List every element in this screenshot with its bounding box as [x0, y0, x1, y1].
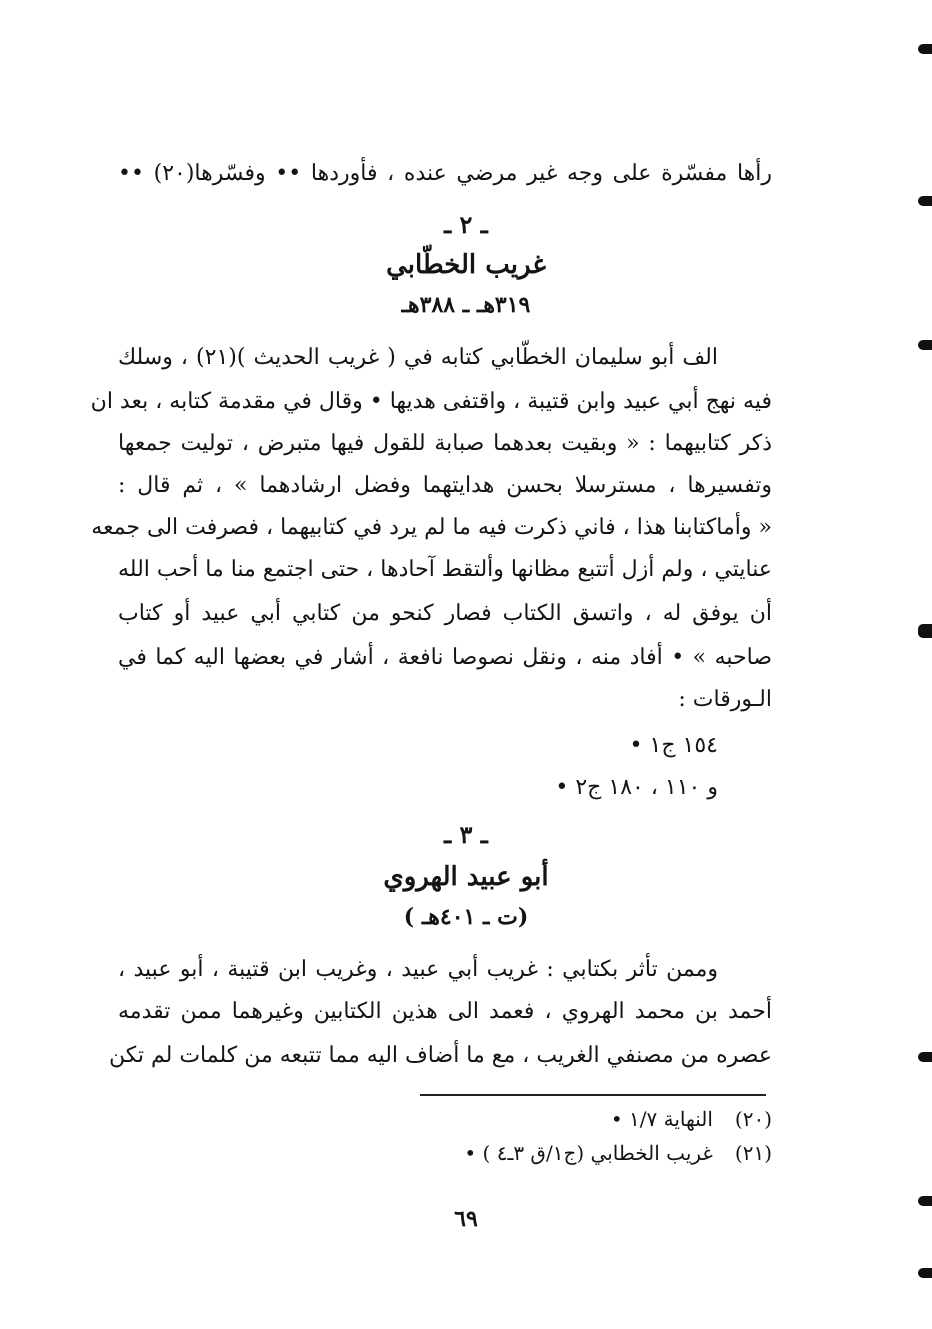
footnote-number: (٢٠) — [734, 1107, 772, 1131]
section-dates: (ت ـ ٤٠١هـ ) — [403, 904, 529, 930]
footnote-text: غريب الخطابي (ج١/ق ٣ـ٤ ) • — [464, 1141, 713, 1165]
reference-line: ١٥٤ ج١ • — [629, 733, 718, 758]
section-title: غريب الخطّابي — [386, 250, 546, 280]
body-line: وممن تأثر بكتابي : غريب أبي عبيد ، وغريب ابن قتيبة ، أبو عبيد ، — [118, 957, 718, 982]
footnote-text: النهاية ١/٧ • — [610, 1107, 713, 1131]
body-line: الـورقات : — [678, 687, 772, 712]
body-line: صاحبه » • أفاد منه ، ونقل نصوصا نافعة ، أشار في بعضها اليه كما في — [118, 645, 772, 670]
section-number: ـ ٣ ـ — [444, 820, 488, 849]
body-line: عصره من مصنفي الغريب ، مع ما أضاف اليه مما تتبعه من كلمات لم تكن — [109, 1043, 772, 1068]
scan-mark — [918, 340, 932, 350]
reference-line: و ١١٠ ، ١٨٠ ج٢ • — [555, 775, 718, 800]
body-line: أن يوفق له ، واتسق الكتاب فصار كنحو من كتابي أبي عبيد أو كتاب — [118, 601, 772, 626]
scan-mark — [918, 624, 932, 638]
scan-mark — [918, 44, 932, 54]
section-title: أبو عبيد الهروي — [383, 862, 549, 892]
body-line: فيه نهج أبي عبيد وابن قتيبة ، واقتفى هديها • وقال في مقدمة كتابه ، بعد ان — [90, 389, 772, 414]
footnote-divider — [420, 1094, 766, 1096]
scan-mark — [918, 1052, 932, 1062]
body-line: « وأماكتابنا هذا ، فاني ذكرت فيه ما لم يرد في كتابيهما ، فصرفت الى جمعه — [91, 515, 772, 540]
body-line: أحمد بن محمد الهروي ، فعمد الى هذين الكتابين وغيرهما ممن تقدمه — [118, 999, 772, 1024]
footnote — [464, 1136, 772, 1170]
section-number: ـ ٢ ـ — [444, 210, 488, 239]
body-line: عنايتي ، ولم أزل أتتبع مظانها وألتقط آحادها ، حتى اجتمع منا ما أحب الله — [118, 557, 772, 582]
body-line: رأها مفسّرة على وجه غير مرضي عنده ، فأوردها •• وفسّرها(٢٠) •• — [118, 161, 772, 186]
scan-mark — [918, 1196, 932, 1206]
scan-mark — [918, 1268, 932, 1278]
body-line: الف أبو سليمان الخطّابي كتابه في ( غريب الحديث )(٢١) ، وسلك — [118, 345, 718, 370]
footnote-number: (٢١) — [734, 1141, 772, 1165]
footnote — [611, 1102, 772, 1136]
section-dates: ٣١٩هـ ـ ٣٨٨هـ — [401, 292, 531, 318]
scan-mark — [918, 196, 932, 206]
body-line: ذكر كتابيهما : « وبقيت بعدهما صبابة للقول فيها متبرض ، توليت جمعها — [118, 431, 772, 456]
body-line: وتفسيرها ، مسترسلا بحسن هدايتهما وفضل ارشادهما » ، ثم قال : — [118, 473, 772, 498]
page-number: ٦٩ — [454, 1206, 478, 1232]
